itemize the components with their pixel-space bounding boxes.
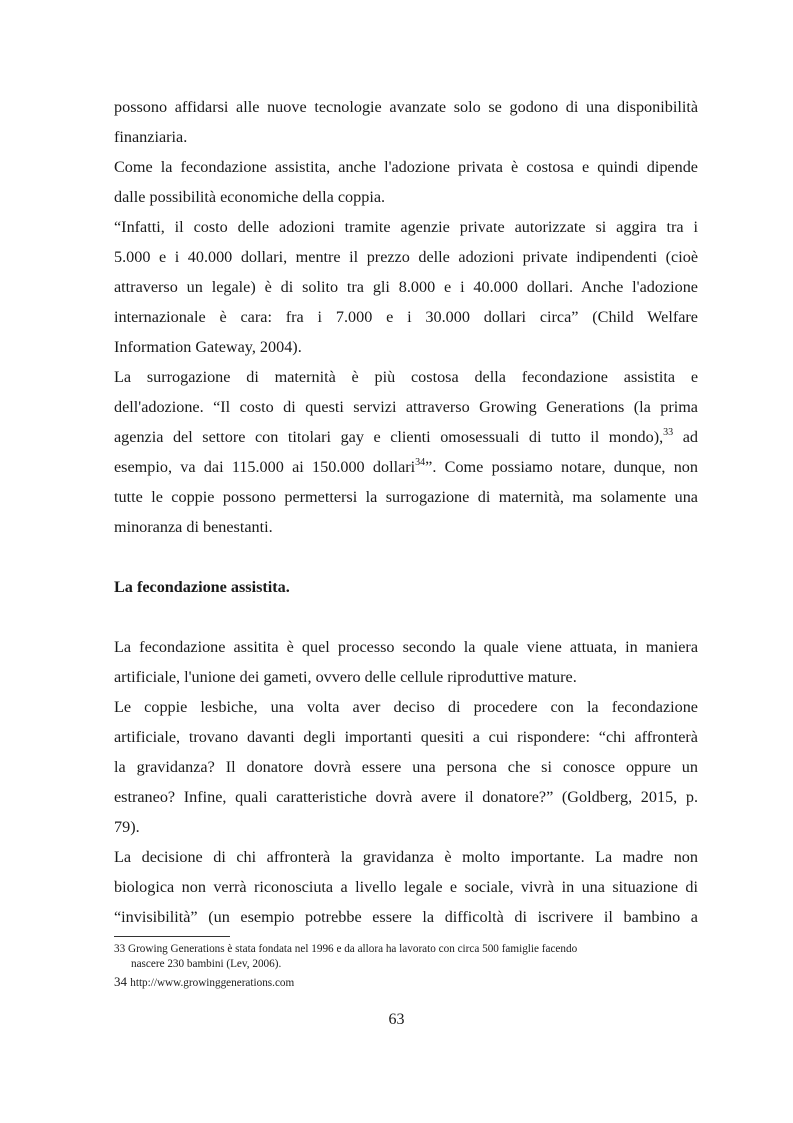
body-line: biologica non verrà riconosciuta a livello legale e sociale, vivrà in una situazione di [114, 878, 698, 896]
body-line: tutte le coppie possono permettersi la surrogazione di maternità, ma solamente una [114, 488, 698, 506]
body-line: La surrogazione di maternità è più costosa della fecondazione assistita e [114, 368, 698, 386]
body-line: minoranza di benestanti. [114, 518, 273, 536]
body-line: Le coppie lesbiche, una volta aver deciso di procedere con la fecondazione [114, 698, 698, 716]
body-line: La fecondazione assitita è quel processo secondo la quale viene attuata, in maniera [114, 638, 698, 656]
body-line: “invisibilità” (un esempio potrebbe essere la difficoltà di iscrivere il bambino a [114, 908, 698, 926]
body-text: ad [673, 428, 698, 446]
page-number: 63 [388, 1011, 405, 1028]
section-heading: La fecondazione assistita. [114, 578, 290, 596]
footnote-separator [114, 936, 230, 937]
body-line: artificiale, l'unione dei gameti, ovvero delle cellule riproduttive mature. [114, 668, 577, 686]
body-line-footnote-33 [114, 427, 698, 447]
body-line: 79). [114, 818, 140, 836]
footnote-ref-34[interactable]: 34 [415, 457, 426, 468]
body-line: 5.000 e i 40.000 dollari, mentre il prezzo delle adozioni private indipendenti (cioè [114, 248, 698, 266]
footnote-34 [114, 974, 294, 991]
body-line: “Infatti, il costo delle adozioni tramite agenzie private autorizzate si aggira tra i [114, 218, 698, 236]
body-text: esempio, va dai 115.000 ai 150.000 dollari [114, 458, 416, 476]
body-text: agenzia del settore con titolari gay e clienti omosessuali di tutto il mondo), [114, 428, 664, 446]
body-line: La decisione di chi affronterà la gravidanza è molto importante. La madre non [114, 848, 698, 866]
body-line: dalle possibilità economiche della coppia. [114, 188, 386, 206]
footnote-33: 33 Growing Generations è stata fondata nel 1996 e da allora ha lavorato con circa 500 famiglie facendo [114, 943, 578, 955]
body-line: la gravidanza? Il donatore dovrà essere una persona che si conosce oppure un [114, 758, 698, 776]
footnote-number: 34 [114, 974, 127, 989]
body-line: possono affidarsi alle nuove tecnologie avanzate solo se godono di una disponibilità [114, 98, 698, 116]
footnote-link[interactable]: http://www.growinggenerations.com [130, 977, 295, 989]
body-line: Information Gateway, 2004). [114, 338, 302, 356]
body-line: artificiale, trovano davanti degli importanti quesiti a cui rispondere: “chi affronterà [114, 728, 698, 746]
body-line: estraneo? Infine, quali caratteristiche dovrà avere il donatore?” (Goldberg, 2015, p. [114, 788, 698, 806]
body-line: Come la fecondazione assistita, anche l'adozione privata è costosa e quindi dipende [114, 158, 698, 176]
body-text: ”. Come possiamo notare, dunque, non [425, 458, 698, 476]
body-line: attraverso un legale) è di solito tra gli 8.000 e i 40.000 dollari. Anche l'adozione [114, 278, 698, 296]
body-line: internazionale è cara: fra i 7.000 e i 30.000 dollari circa” (Child Welfare [114, 308, 698, 326]
footnote-ref-33[interactable]: 33 [663, 427, 674, 438]
body-line-footnote-34 [114, 457, 698, 477]
body-line: dell'adozione. “Il costo di questi servizi attraverso Growing Generations (la prima [114, 398, 698, 416]
body-line: finanziaria. [114, 128, 188, 146]
footnote-33-continued: nascere 230 bambini (Lev, 2006). [131, 958, 282, 970]
